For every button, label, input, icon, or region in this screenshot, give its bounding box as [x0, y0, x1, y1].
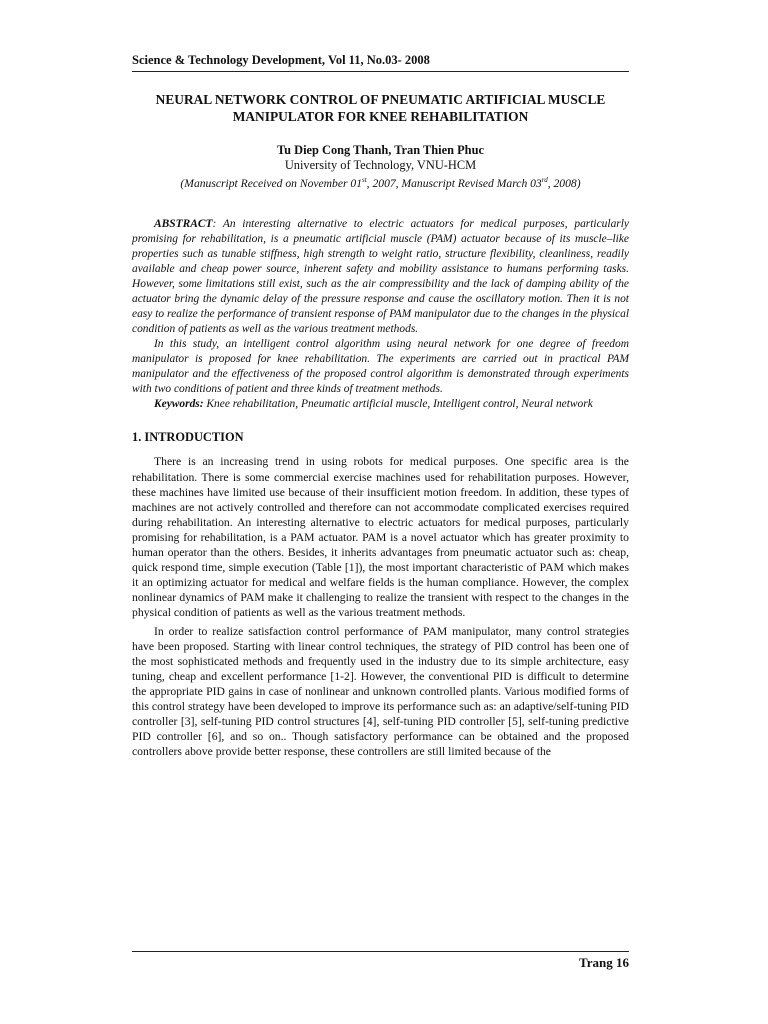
abstract — [132, 217, 629, 413]
page-number: Trang 16 — [579, 955, 629, 970]
authors: Tu Diep Cong Thanh, Tran Thien Phuc — [277, 143, 484, 157]
intro-paragraph-1: There is an increasing trend in using robots for medical purposes. One specific area is the rehabilitation. There is some commercial exercise machines used for rehabilitation purposes. However, these machines have limited use because of their insufficient motion freedom. In addition, these types of machines are not actively controlled and therefore can not accommodate complicated exercises required during rehabilitation. An interesting alternative to electric actuators for medical purposes, particularly promising for rehabilitation, is a PAM actuator. PAM is a novel actuator which has greater proximity to human operator than the others. Besides, it inherits advantages from pneumatic actuator such as: cheap, quick respond time, simple execution (Table [1]), the most important characteristic of PAM which makes it an optimizing actuator for medical and welfare fields is the human compliance. However, the complex nonlinear dynamics of PAM make it challenging to realize the transient with respect to the changes in the physical condition of patients as well as the various treatment methods. — [132, 455, 629, 619]
received-part-c: , 2008) — [547, 176, 581, 190]
paper-title — [132, 91, 629, 125]
title-line-1: NEURAL NETWORK CONTROL OF PNEUMATIC ARTIFICIAL MUSCLE — [155, 92, 606, 107]
title-line-2: MANIPULATOR FOR KNEE REHABILITATION — [232, 109, 529, 124]
keywords-label: Keywords: — [154, 398, 204, 411]
running-header: Science & Technology Development, Vol 11, No.03- 2008 — [132, 52, 629, 72]
intro-paragraph-2: In order to realize satisfaction control performance of PAM manipulator, many control strategies have been proposed. Starting with linear control techniques, the strategy of PID control has been one of the most sophisticated methods and frequently used in the industry due to its simple architecture, easy tuning, cheap and excellent performance [1-2]. However, the conventional PID is difficult to determine the appropriate PID gains in case of nonlinear and unknown controlled plants. Various modified forms of this control strategy have been developed to improve its performance such as: an adaptive/self-tuning PID controller [3], self-tuning PID control structures [4], self-tuning PID controller [5], self-tuning predictive PID controller [6], and so on.. Though satisfactory performance can be obtained and the proposed controllers above provide better response, these controllers are still limited because of the — [132, 624, 629, 759]
abstract-text-1: : An interesting alternative to electric actuators for medical purposes, particularly promising for rehabilitation, is a pneumatic artificial muscle (PAM) actuator because of its muscle–like properties such as tunable stiffness, high strength to weight ratio, structure flexibility, cleanliness, readily available and cheap power source, inherent safety and mobility assistance to humans performing tasks. However, some limitations still exist, such as the air compressibility and the lack of damping ability of the actuator bring the dynamic delay of the pressure response and cause the oscillatory motion. Then it is not easy to realize the performance of transient response of PAM manipulator due to the changes in the physical condition of patients as well as the various treatment methods. — [132, 217, 629, 336]
received-sup-1: st — [362, 176, 367, 184]
abstract-paragraph-2: In this study, an intelligent control algorithm using neural network for one degree of freedom manipulator is proposed for knee rehabilitation. The experiments are carried out in practical PAM manipulator and the effectiveness of the proposed control algorithm is demonstrated through experiments with two conditions of patient and three kinds of treatment methods. — [132, 338, 629, 396]
affiliation: University of Technology, VNU-HCM — [284, 158, 477, 172]
abstract-paragraph-1 — [132, 217, 629, 337]
abstract-label: ABSTRACT — [154, 217, 213, 230]
section-heading-introduction: 1. INTRODUCTION — [132, 430, 244, 445]
received-part-b: , 2007, Manuscript Revised March 03 — [366, 176, 542, 190]
introduction-body — [132, 454, 629, 759]
keywords — [132, 397, 629, 412]
page-content — [132, 52, 629, 763]
keywords-text: Knee rehabilitation, Pneumatic artificial muscle, Intelligent control, Neural network — [203, 398, 593, 411]
manuscript-dates — [132, 173, 629, 191]
received-sup-2: rd — [541, 176, 548, 184]
footer-rule — [132, 951, 629, 952]
received-part-a: (Manuscript Received on November 01 — [180, 176, 362, 190]
